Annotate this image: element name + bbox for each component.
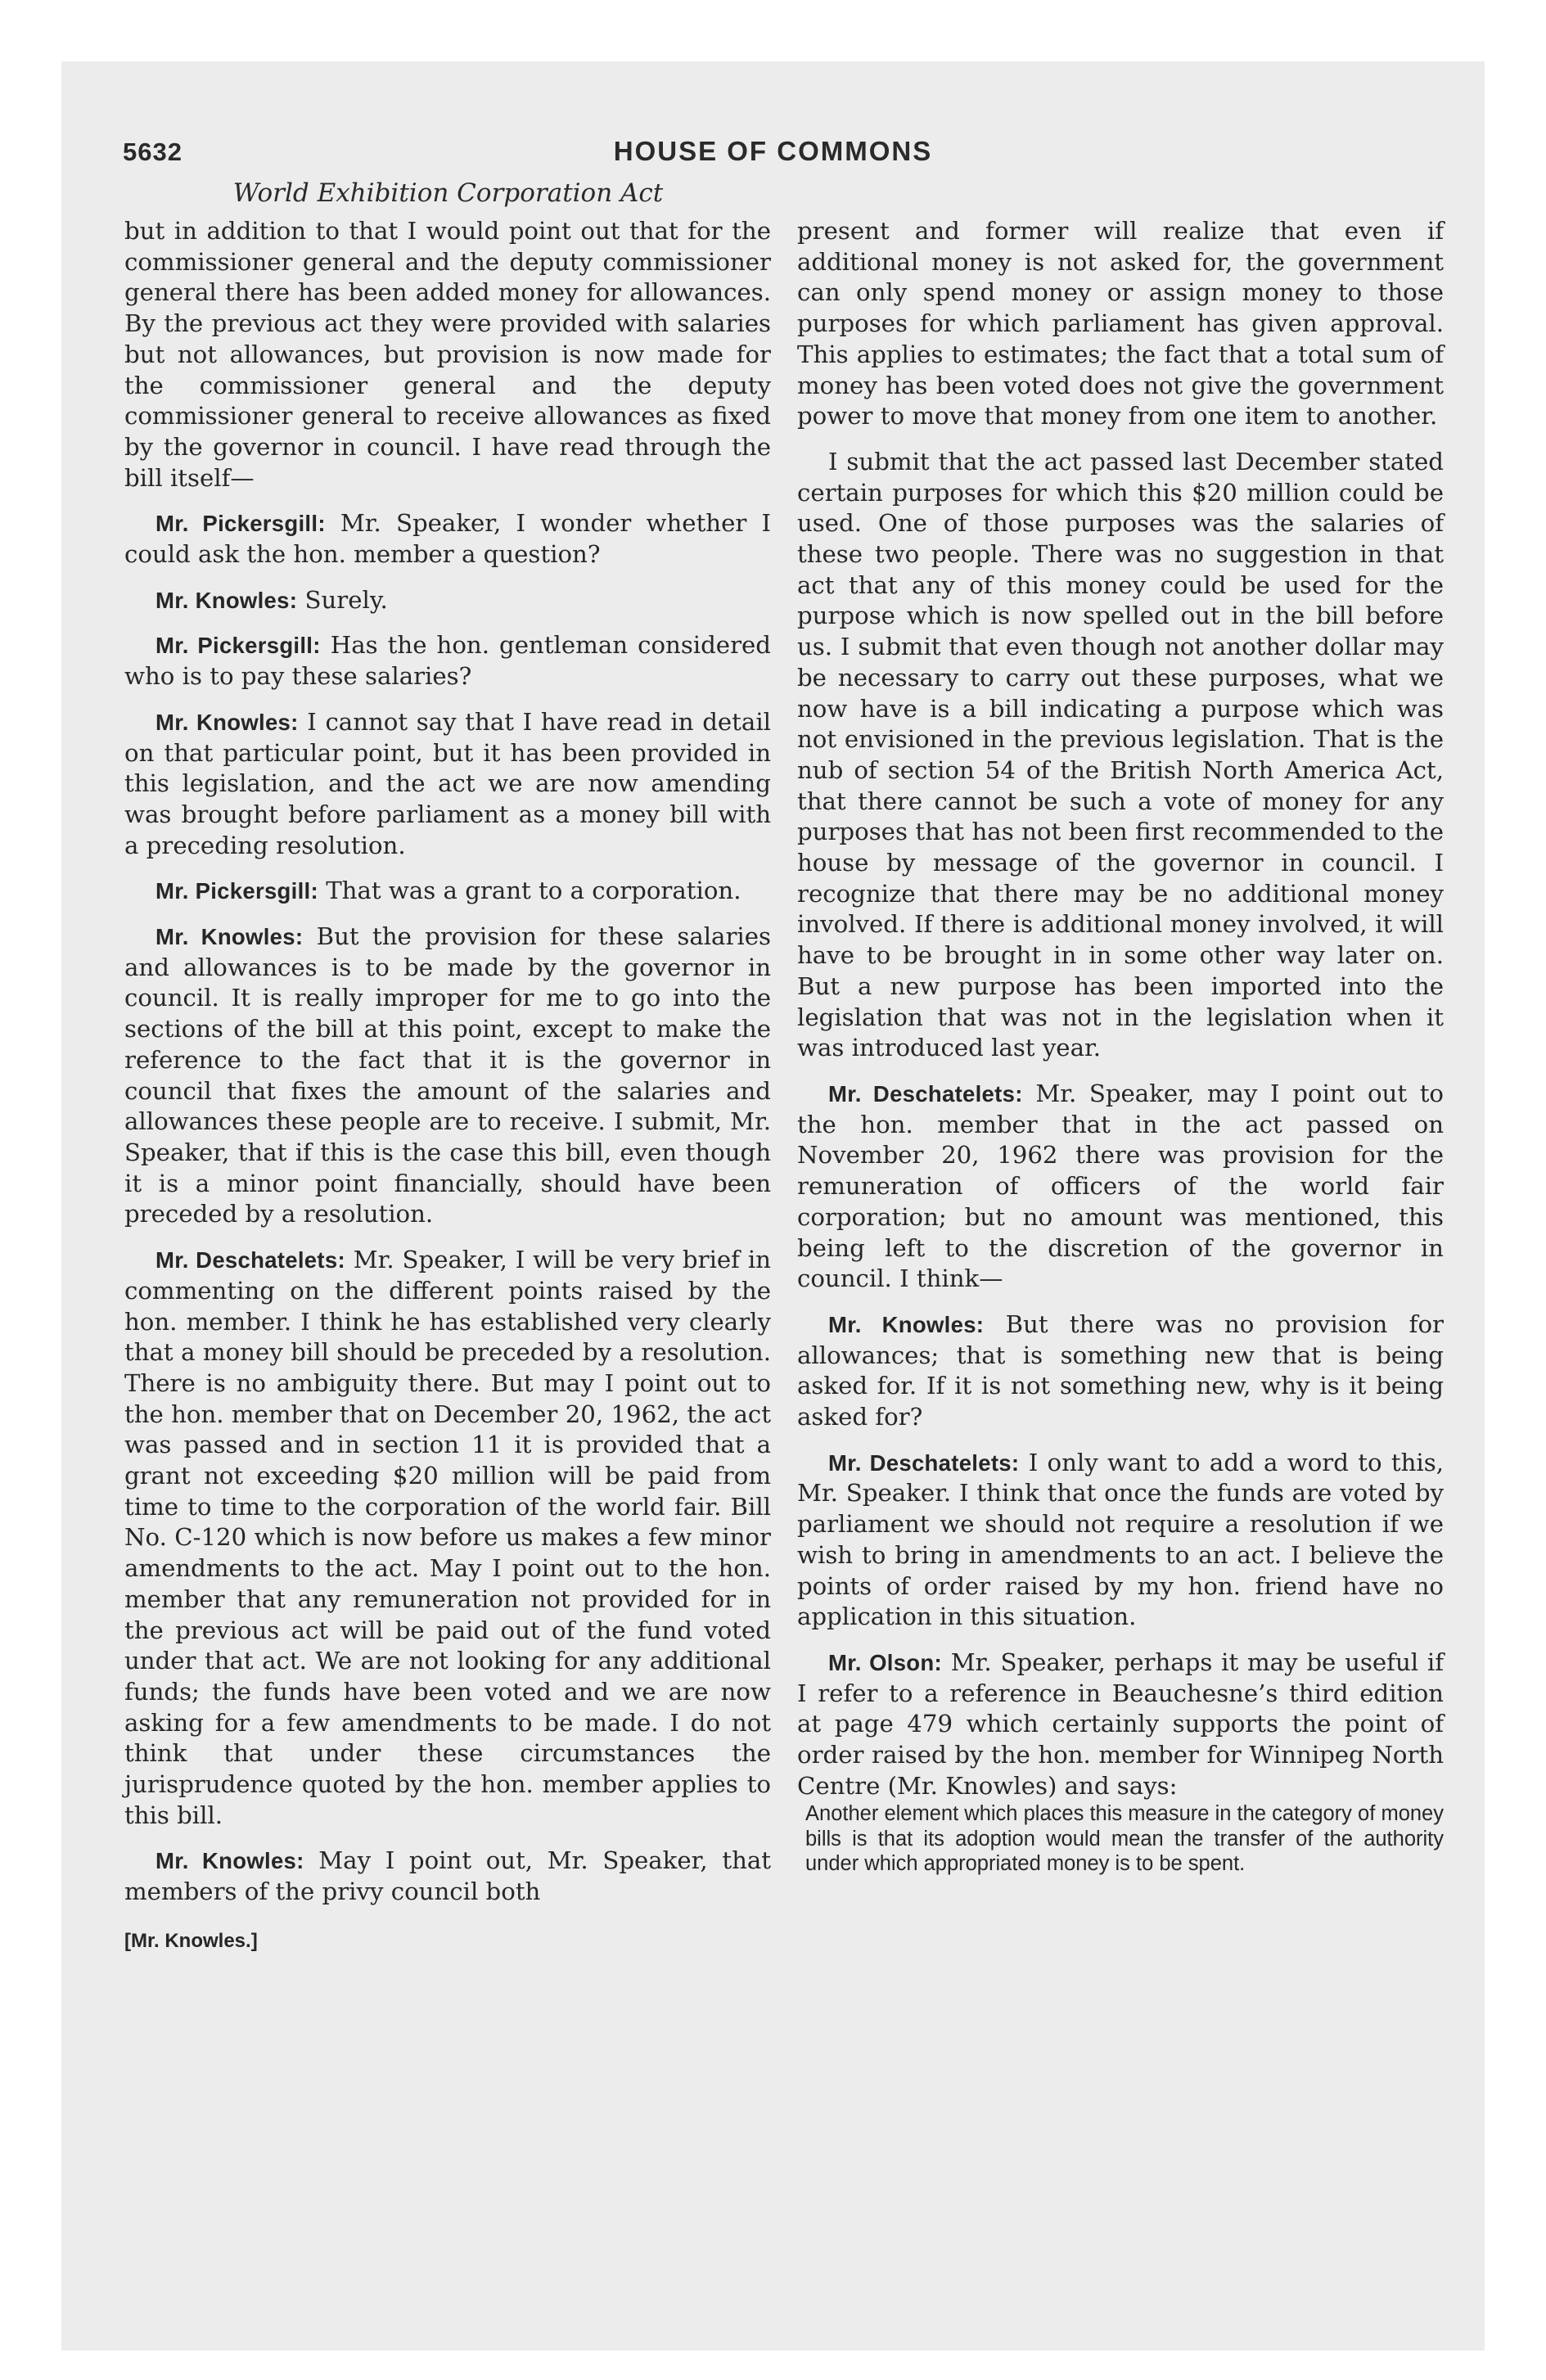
speaker-name: Mr. Knowles:	[156, 924, 304, 950]
paragraph	[124, 707, 771, 862]
paragraph-text: That was a grant to a corporation.	[326, 877, 741, 905]
paragraph	[797, 1648, 1444, 1802]
paragraph-text: but in addition to that I would point out that for the commissioner general and the deputy commissioner general there has been added money for allowances. By the previous act they were provided with salaries but not allowances, but provision is now made for the commissioner general and the deputy commissioner general to receive allowances as fixed by the governor in council. I have read through the bill itself—	[124, 217, 771, 492]
speaker-name: Mr. Olson:	[828, 1649, 942, 1675]
paragraph	[124, 630, 771, 692]
paragraph-text: I submit that the act passed last December stated certain purposes for which this $20 million could be used. One of those purposes was the salaries of these two people. There was no suggestion in that act that any of this money could be used for the purpose which is now spelled out in the bill before us. I submit that even though not another dollar may be necessary to carry out these purposes, what we now have is a bill indicating a purpose which was not envisioned in the previous legislation. That is the nub of section 54 of the British North America Act, that there cannot be such a vote of money for any purposes that has not been first recommended to the house by message of the governor in council. I recognize that there may be no additional money involved. If there is additional money involved, it will have to be brought in in some other way later on. But a new purpose has been imported into the legislation that was not in the legislation when it was introduced last year.	[797, 447, 1444, 1062]
page-footer: [Mr. Knowles.]	[124, 1929, 258, 1952]
paragraph	[797, 1448, 1444, 1633]
paragraph-text: Mr. Speaker, I wonder whether I could ask the hon. member a question?	[124, 509, 771, 569]
paragraph-text: Has the hon. gentleman considered who is to pay these salaries?	[124, 631, 771, 691]
speaker-name: Mr. Knowles:	[828, 1311, 985, 1337]
paragraph	[124, 508, 771, 570]
speaker-name: Mr. Pickersgill:	[156, 633, 321, 659]
speaker-name: Mr. Knowles:	[156, 587, 298, 613]
paragraph	[124, 1245, 771, 1831]
paragraph-text: Surely.	[304, 585, 388, 614]
paragraph-text: Mr. Speaker, I will be very brief in commenting on the different points raised by the hon. member. I think he has established very clearly that a money bill should be preceded by a resolution. There is no ambiguity there. But may I point out to the hon. member that on December 20, 1962, the act was passed and in section 11 it is provided that a grant not exceeding $20 million will be paid from time to time to the corporation of the world fair. Bill No. C-120 which is now before us makes a few minor amendments to the act. May I point out to the hon. member that any remuneration not provided for in the previous act will be paid out of the fund voted under that act. We are not looking for any additional funds; the funds have been voted and we are now asking for a few amendments to be made. I do not think that under these circumstances the jurisprudence quoted by the hon. member applies to this bill.	[124, 1246, 771, 1829]
page-header-title: HOUSE OF COMMONS	[613, 136, 933, 166]
paragraph-text: Mr. Speaker, perhaps it may be useful if I refer to a reference in Beauchesne’s third edition at page 479 which certainly supports the point of order raised by the hon. member for Winnipeg North Centre (Mr. Knowles) and says:	[797, 1648, 1445, 1800]
left-column	[124, 216, 771, 1957]
speaker-name: Mr. Knowles:	[156, 709, 299, 735]
block-quote: Another element which places this measure in the category of money bills is that its adoption would mean the transfer of the authority under which appropriated money is to be spent.	[805, 1802, 1444, 1876]
paragraph	[124, 922, 771, 1230]
paragraph-text: Mr. Speaker, may I point out to the hon. member that in the act passed on November 20, 1962 there was provision for the remuneration of officers of the world fair corporation; but no amount was mentioned, this being left to the discretion of the governor in council. I think—	[797, 1079, 1444, 1293]
paragraph	[124, 1846, 771, 1907]
paragraph	[124, 876, 771, 907]
speaker-name: Mr. Pickersgill:	[156, 511, 326, 537]
running-title: World Exhibition Corporation Act	[232, 178, 664, 208]
speaker-name: Mr. Deschatelets:	[828, 1449, 1020, 1476]
paragraph	[797, 216, 1444, 432]
paragraph	[124, 585, 771, 616]
paragraph-text: I only want to add a word to this, Mr. Speaker. I think that once the funds are voted by parliament we should not require a resolution if we wish to bring in amendments to an act. I believe the points of order raised by my hon. friend have no application in this situation.	[797, 1448, 1444, 1631]
speaker-name: Mr. Pickersgill:	[156, 878, 318, 904]
paragraph-text: I cannot say that I have read in detail on that particular point, but it has been provided in this legislation, and the act we are now amending was brought before parliament as a money bill with a preceding resolution.	[124, 707, 771, 859]
page-number: 5632	[123, 137, 183, 166]
paragraph-text: present and former will realize that even if additional money is not asked for, the government can only spend money or assign money to those purposes for which parliament has given approval. This applies to estimates; the fact that a total sum of money has been voted does not give the government power to move that money from one item to another.	[797, 217, 1444, 430]
paragraph	[797, 1079, 1444, 1295]
paragraph	[797, 1309, 1444, 1433]
speaker-name: Mr. Knowles:	[156, 1848, 304, 1874]
paragraph-text: But the provision for these salaries and allowances is to be made by the governor in council. It is really improper for me to go into the sections of the bill at this point, except to make the reference to the fact that it is the governor in council that fixes the amount of the salaries and allowances these people are to receive. I submit, Mr. Speaker, that if this is the case this bill, even though it is a minor point financially, should have been preceded by a resolution.	[124, 922, 772, 1228]
paragraph-text: May I point out, Mr. Speaker, that members of the privy council both	[124, 1846, 771, 1906]
paragraph	[124, 216, 771, 494]
speaker-name: Mr. Deschatelets:	[156, 1247, 345, 1273]
paragraph	[797, 447, 1444, 1064]
right-column	[797, 216, 1444, 1877]
paragraph-text: But there was no provision for allowances; that is something new that is being asked for. If it is not something new, why is it being asked for?	[797, 1309, 1444, 1431]
speaker-name: Mr. Deschatelets:	[828, 1080, 1023, 1107]
